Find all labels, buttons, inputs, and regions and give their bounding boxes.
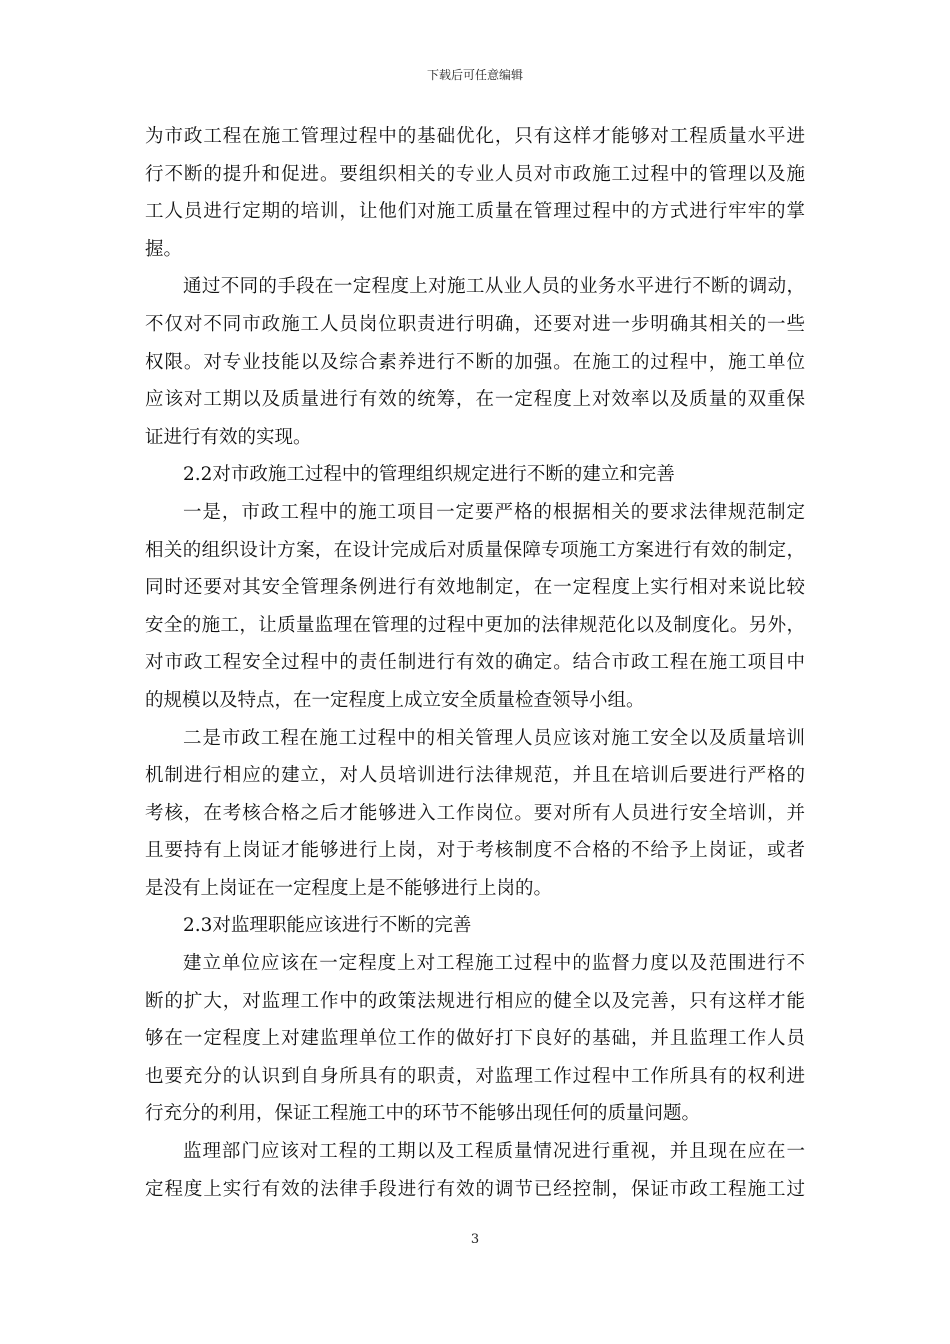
text-line: 二是市政工程在施工过程中的相关管理人员应该对施工安全以及质量培训 bbox=[183, 727, 805, 749]
text-line: 证进行有效的实现。 bbox=[145, 426, 312, 448]
text-line: 也要充分的认识到自身所具有的职责，对监理工作过程中工作所具有的权利进 bbox=[145, 1065, 805, 1087]
text-line: 的规模以及特点，在一定程度上成立安全质量检查领导小组。 bbox=[145, 689, 645, 711]
text-line: 监理部门应该对工程的工期以及工程质量情况进行重视，并且现在应在一 bbox=[183, 1141, 805, 1163]
text-line: 且要持有上岗证才能够进行上岗，对于考核制度不合格的不给予上岗证，或者 bbox=[145, 840, 805, 862]
text-line: 通过不同的手段在一定程度上对施工从业人员的业务水平进行不断的调动， bbox=[183, 276, 805, 298]
text-line: 建立单位应该在一定程度上对工程施工过程中的监督力度以及范围进行不 bbox=[183, 953, 805, 975]
text-line: 行不断的提升和促进。要组织相关的专业人员对市政施工过程中的管理以及施 bbox=[145, 163, 805, 185]
text-line: 对市政工程安全过程中的责任制进行有效的确定。结合市政工程在施工项目中 bbox=[145, 652, 805, 674]
section-heading: 2.2对市政施工过程中的管理组织规定进行不断的建立和完善 bbox=[183, 464, 675, 486]
text-line: 一是，市政工程中的施工项目一定要严格的根据相关的要求法律规范制定 bbox=[183, 501, 805, 523]
text-line: 够在一定程度上对建监理单位工作的做好打下良好的基础，并且监理工作人员 bbox=[145, 1028, 805, 1050]
text-line: 权限。对专业技能以及综合素养进行不断的加强。在施工的过程中，施工单位 bbox=[145, 351, 805, 373]
text-line: 定程度上实行有效的法律手段进行有效的调节已经控制，保证市政工程施工过 bbox=[145, 1178, 805, 1200]
text-line: 机制进行相应的建立，对人员培训进行法律规范，并且在培训后要进行严格的 bbox=[145, 765, 805, 787]
text-line: 握。 bbox=[145, 238, 183, 260]
text-line: 行充分的利用，保证工程施工中的环节不能够出现任何的质量问题。 bbox=[145, 1103, 701, 1125]
text-line: 为市政工程在施工管理过程中的基础优化，只有这样才能够对工程质量水平进 bbox=[145, 126, 805, 147]
text-line: 同时还要对其安全管理条例进行有效地制定，在一定程度上实行相对来说比较 bbox=[145, 577, 805, 599]
text-line: 应该对工期以及质量进行有效的统筹，在一定程度上对效率以及质量的双重保 bbox=[145, 389, 805, 411]
text-line: 不仅对不同市政施工人员岗位职责进行明确，还要对进一步明确其相关的一些 bbox=[145, 313, 805, 335]
document-body bbox=[145, 118, 805, 1208]
text-line: 考核，在考核合格之后才能够进入工作岗位。要对所有人员进行安全培训，并 bbox=[145, 802, 805, 824]
section-heading: 2.3对监理职能应该进行不断的完善 bbox=[183, 915, 472, 937]
page-number: 3 bbox=[470, 1232, 480, 1247]
text-line: 断的扩大，对监理工作中的政策法规进行相应的健全以及完善，只有这样才能 bbox=[145, 990, 805, 1012]
text-line: 安全的施工，让质量监理在管理的过程中更加的法律规范化以及制度化。另外， bbox=[145, 614, 805, 636]
text-line: 相关的组织设计方案，在设计完成后对质量保障专项施工方案进行有效的制定， bbox=[145, 539, 805, 561]
header-note: 下载后可任意编辑 bbox=[426, 68, 523, 82]
text-line: 工人员进行定期的培训，让他们对施工质量在管理过程中的方式进行牢牢的掌 bbox=[145, 201, 805, 223]
text-line: 是没有上岗证在一定程度上是不能够进行上岗的。 bbox=[145, 877, 553, 899]
